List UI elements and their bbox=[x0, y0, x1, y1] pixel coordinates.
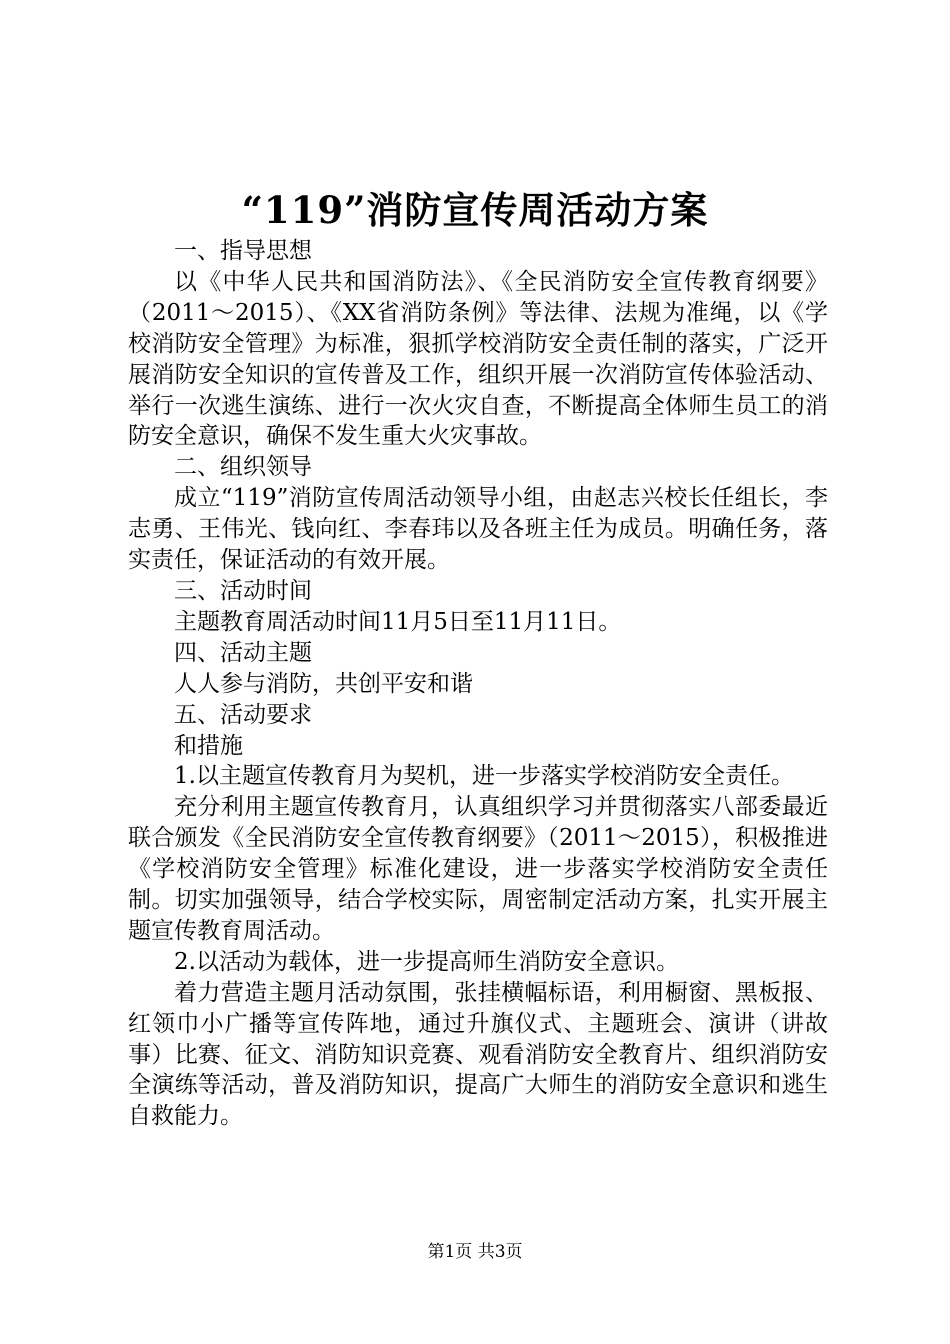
section-heading-measures: 和措施 bbox=[174, 732, 243, 759]
section-heading-requirements: 五、活动要求 bbox=[174, 701, 312, 728]
section-heading-guiding-ideology: 一、指导思想 bbox=[174, 238, 312, 264]
paragraph-activity-time: 主题教育周活动时间11月5日至11月11日。 bbox=[174, 608, 622, 635]
document-title: “119”消防宣传周活动方案 bbox=[241, 188, 709, 232]
paragraph-guiding-ideology: 以《中华人民共和国消防法》、《全民消防安全宣传教育纲要》（2011～2015）、《XX省消防条例》等法律、法规为准绳，以《学校消防安全管理》为标准，狠抓学校消防安全责任制的落实，广泛开展消防安全知识的宣传普及工作，组织开展一次消防宣传体验活动、举行一次逃生演练、进行一次火灾自查，不断提高全体师生员工的消防安全意识，确保不发生重大火灾事故。 bbox=[128, 268, 828, 450]
subheading-item-1: 1.以主题宣传教育月为契机，进一步落实学校消防安全责任。 bbox=[174, 763, 794, 790]
paragraph-item-2: 着力营造主题月活动氛围，张挂横幅标语，利用橱窗、黑板报、红领巾小广播等宣传阵地，通过升旗仪式、主题班会、演讲（讲故事）比赛、征文、消防知识竞赛、观看消防安全教育片、组织消防安全演练等活动，普及消防知识，提高广大师生的消防安全意识和逃生自救能力。 bbox=[128, 979, 828, 1130]
document-body bbox=[128, 236, 828, 1132]
subheading-item-2: 2.以活动为载体，进一步提高师生消防安全意识。 bbox=[174, 948, 679, 975]
section-heading-activity-theme: 四、活动主题 bbox=[174, 639, 312, 666]
section-heading-activity-time: 三、活动时间 bbox=[174, 577, 312, 604]
paragraph-organization: 成立“119”消防宣传周活动领导小组，由赵志兴校长任组长，李志勇、王伟光、钱向红、李春玮以及各班主任为成员。明确任务，落实责任，保证活动的有效开展。 bbox=[128, 485, 828, 574]
paragraph-item-1: 充分利用主题宣传教育月，认真组织学习并贯彻落实八部委最近联合颁发《全民消防安全宣传教育纲要》（2011～2015），积极推进《学校消防安全管理》标准化建设，进一步落实学校消防安全责任制。切实加强领导，结合学校实际，周密制定活动方案，扎实开展主题宣传教育周活动。 bbox=[128, 794, 828, 944]
section-heading-organization: 二、组织领导 bbox=[174, 454, 312, 481]
paragraph-activity-theme: 人人参与消防，共创平安和谐 bbox=[174, 670, 473, 697]
page-number-footer: 第1页 共3页 bbox=[427, 1242, 523, 1262]
